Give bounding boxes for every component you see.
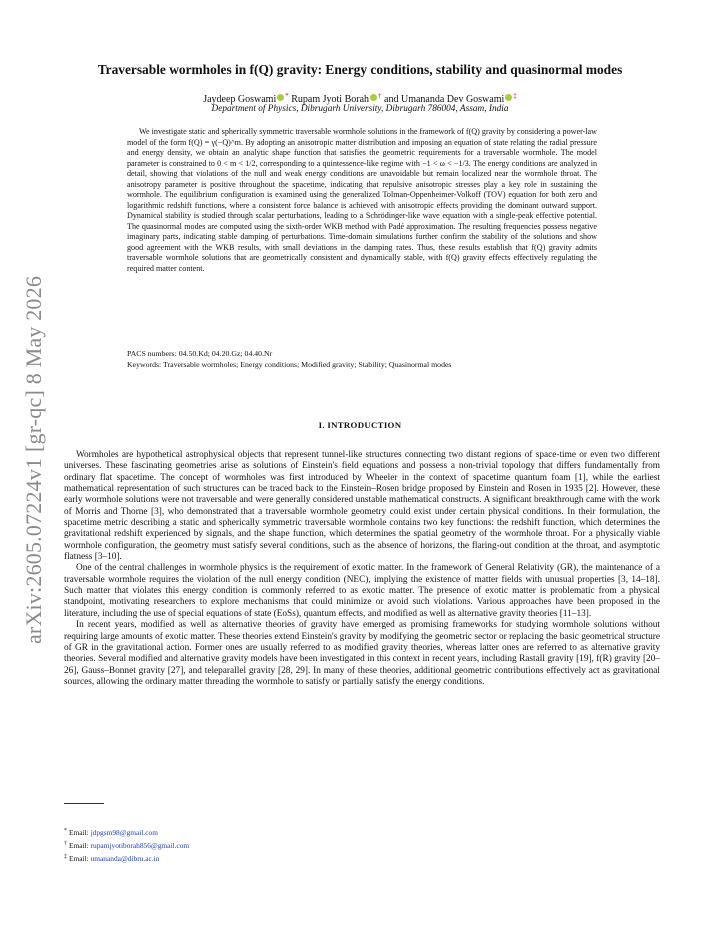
paper-title: Traversable wormholes in f(Q) gravity: Energy conditions, stability and quasinormal modes (97, 62, 623, 77)
footnote (64, 852, 189, 865)
footnote (64, 826, 189, 839)
affiliation: Department of Physics, Dibrugarh University, Dibrugarh 786004, Assam, India (211, 104, 509, 114)
footnote-label: Email: (69, 840, 89, 850)
footnote-symbol: ‡ (64, 853, 67, 860)
footnote-mark[interactable]: * (285, 92, 289, 100)
section-heading: I. INTRODUCTION (318, 420, 402, 430)
footnote-label: Email: (69, 853, 89, 863)
footnote-symbol: † (64, 840, 67, 847)
footnote-symbol: * (64, 828, 67, 834)
pacs-keywords (127, 349, 597, 370)
paragraph: In recent years, modified as well as alternative theories of gravity have emerged as promising frameworks for studying wormhole solutions without requiring large amounts of exotic matter. These theories extend Einstein's gravity by modifying the geometric sector or replacing the basic geometrical structure of GR in the gravitational action. Former ones are usually referred to as modified gravity theories, whereas latter ones are referred to as alternative gravity theories. Several modified and alternative gravity models have been investigated in this context in recent years, including Rastall gravity [19], f(R) gravity [20–26], Gauss–Bonnet gravity [27], and teleparallel gravity [28, 29]. In many of these theories, additional geometric contributions effectively act as gravitational sources, allowing the ordinary matter threading the wormhole to satisfy or partially satisfy the energy conditions. (64, 620, 660, 687)
arxiv-sidebar (14, 270, 54, 650)
footnote-mark[interactable]: ‡ (513, 92, 517, 100)
pacs-numbers: PACS numbers: 04.50.Kd; 04.20.Gz; 04.40.Nr (127, 349, 273, 358)
paragraph: One of the central challenges in wormhole physics is the requirement of exotic matter. In the framework of General Relativity (GR), the maintenance of a traversable wormhole requires the violation of the null energy condition (NEC), implying the existence of matter fields with unusual properties [3, 14–18]. Such matter that violates this energy condition is commonly referred to as exotic matter. The presence of exotic matter is problematic from a physical standpoint, motivating researchers to explore mechanisms that could minimize or avoid such violations. Various approaches have been proposed in the literature, including the use of special equations of state (EoSs), quantum effects, and modified as well as alternative gravity theories [11–13]. (64, 563, 660, 619)
email-link[interactable]: rupamjyotiborah856@gmail.com (90, 840, 190, 850)
email-link[interactable]: umananda@dibru.ac.in (90, 853, 160, 863)
abstract: We investigate static and spherically symmetric traversable wormhole solutions in the framework of f(Q) gravity by considering a power-law model of the form f(Q) = γ(−Q)^m. By adopting an anisotropic matter distribution and imposing an equation of state relating the radial pressure and energy density, we obtain an analytic shape function that satisfies the geometric requirements for a traversable wormhole. The model parameter is constrained to 0 < m < 1/2, corresponding to a quintessence-like regime with −1 < ω < −1/3. The energy conditions are analyzed in detail, showing that violations of the null and weak energy conditions are unavoidable but remain localized near the wormhole throat. The anisotropy parameter is positive throughout the spacetime, indicating that repulsive anisotropic stresses play a key role in sustaining the wormhole. The equilibrium configuration is examined using the generalized Tolman-Oppenheimer-Volkoff (TOV) equation for both zero and logarithmic redshift functions, where a consistent force balance is achieved with anisotropic effects providing the dominant outward support. Dynamical stability is studied through scalar perturbations, leading to a Schrödinger-like wave equation with a single-peak effective potential. The quasinormal modes are computed using the sixth-order WKB method with Padé approximation. The resulting frequencies possess negative imaginary parts, indicating stable damping of perturbations. Time-domain simulations further confirm the stability of the solutions and show good agreement with the WKB results, with small deviations in the damping rates. Thus, these results establish that f(Q) gravity admits traversable wormhole solutions that are geometrically consistent and dynamically stable, with f(Q) gravity effects effectively regulating the required matter content. (127, 127, 597, 273)
arxiv-identifier: arXiv:2605.07224v1 [gr-qc] 8 May 2026 (21, 275, 46, 645)
introduction-body (64, 450, 660, 688)
author-name: and Umananda Dev Goswami (384, 94, 505, 105)
footnote (64, 839, 189, 852)
email-link[interactable]: jdpgsm98@gmail.com (90, 828, 158, 837)
orcid-icon[interactable] (505, 94, 512, 101)
footnote-rule (64, 803, 104, 804)
orcid-icon[interactable] (277, 94, 284, 101)
author-name: Jaydeep Goswami (203, 94, 277, 105)
footnotes (64, 826, 189, 864)
footnote-mark[interactable]: † (378, 92, 382, 100)
author-name: Rupam Jyoti Borah (291, 94, 370, 105)
paragraph: Wormholes are hypothetical astrophysical objects that represent tunnel-like structures connecting two distant regions of space-time or even two different universes. These fascinating geometries arise as solutions of Einstein's field equations and possess a non-trivial topology that differs fundamentally from ordinary flat spacetime. The concept of wormholes was first introduced by Wheeler in the context of spacetime quantum foam [1], while the earliest mathematical representation of such structures can be traced back to the Einstein–Rosen bridge proposed by Einstein and Rosen in 1935 [2]. However, these early wormhole solutions were not traversable and were generally considered unstable mathematical constructs. A significant breakthrough came with the work of Morris and Thorne [3], who demonstrated that a traversable wormhole geometry could exist under certain physical conditions. In their formulation, the spacetime metric describing a static and spherically symmetric traversable wormhole contains two key functions: the redshift function, which determines the gravitational redshift experienced by signals, and the shape function, which determines the spatial geometry of the wormhole throat. For a physically viable wormhole configuration, the geometry must satisfy several conditions, such as the absence of horizons, the flaring-out condition at the throat, and asymptotic flatness [3–10]. (64, 450, 660, 563)
footnote-label: Email: (69, 828, 89, 837)
keywords: Keywords: Traversable wormholes; Energy conditions; Modified gravity; Stability; Quasinormal modes (127, 359, 452, 369)
orcid-icon[interactable] (370, 94, 377, 101)
